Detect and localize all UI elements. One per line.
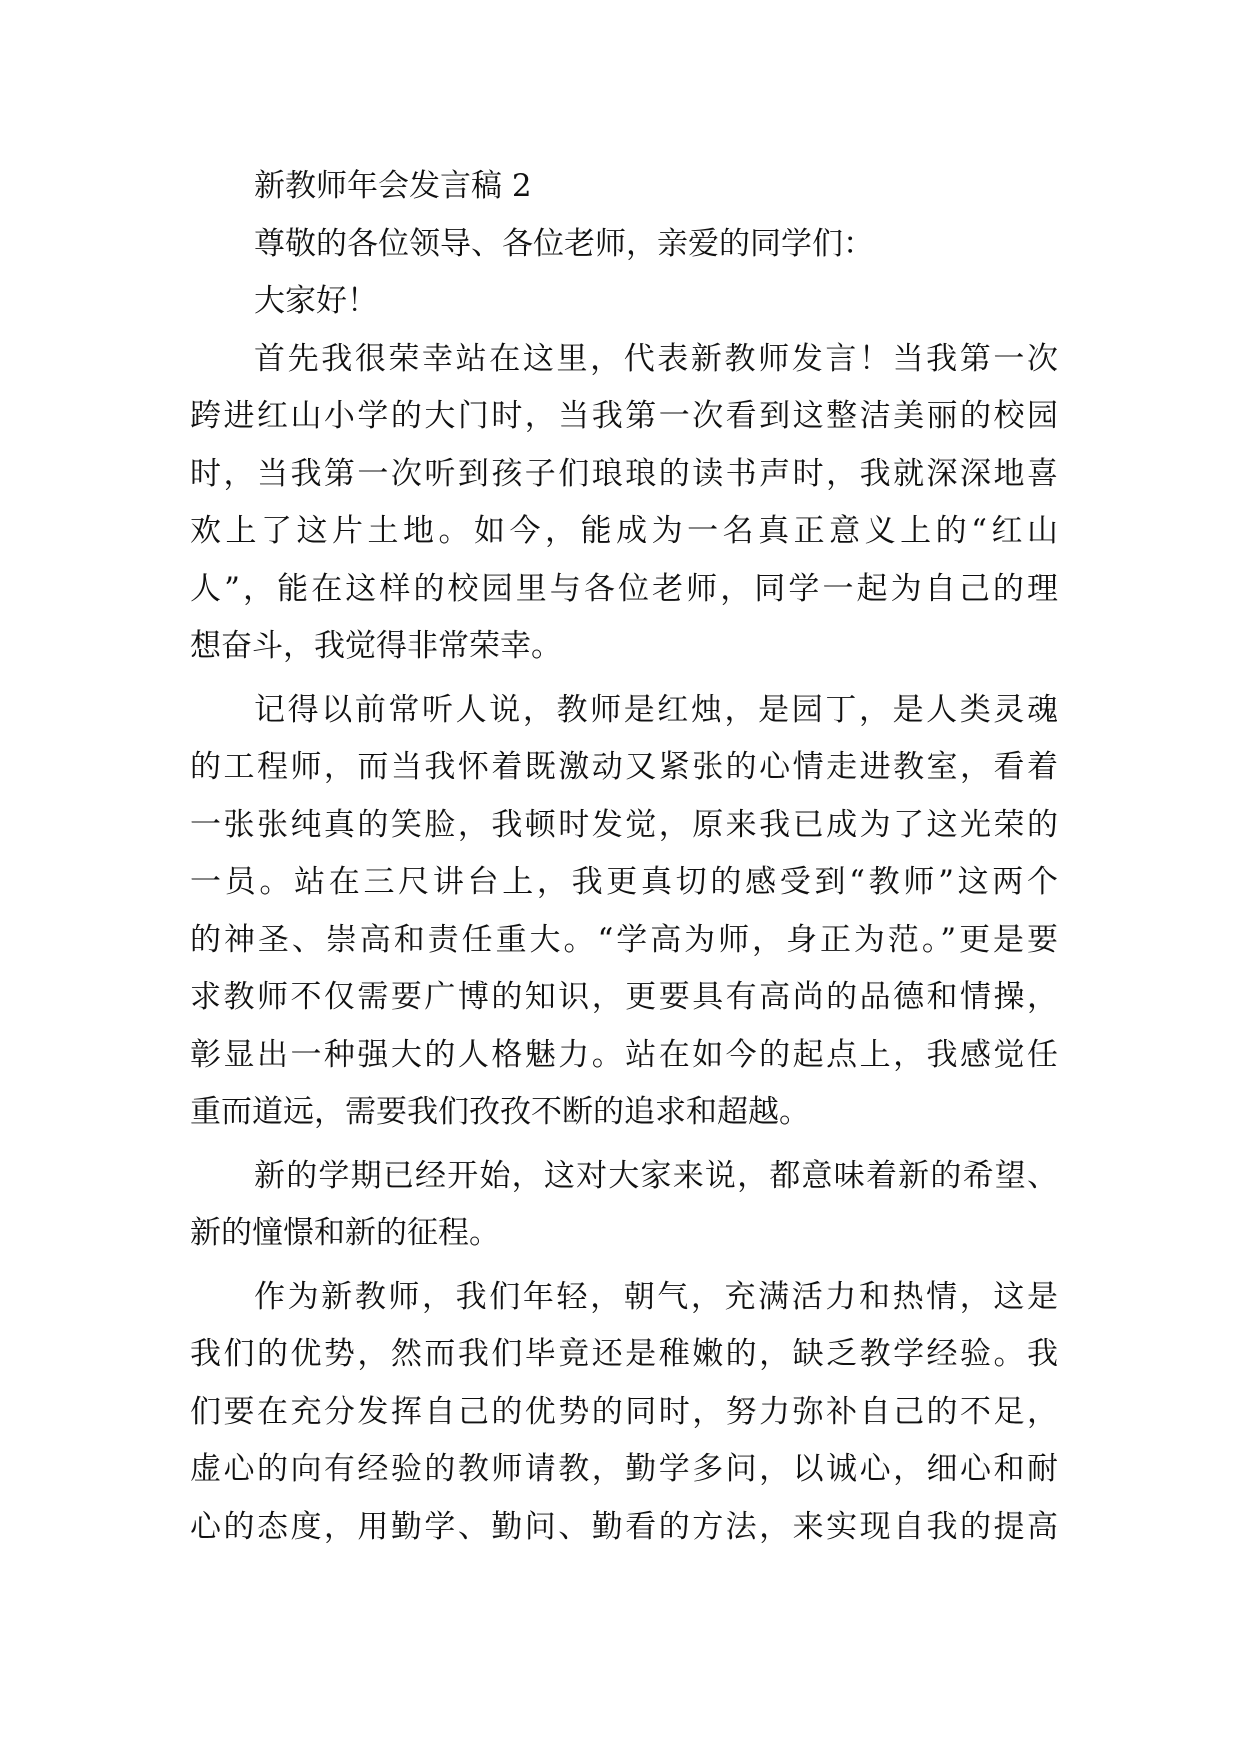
- paragraph-line: 跨进红山小学的大门时，当我第一次看到这整洁美丽的校园: [190, 398, 1058, 434]
- paragraph-line: 新的憧憬和新的征程。: [190, 1215, 500, 1251]
- paragraph-line: 心的态度，用勤学、勤问、勤看的方法，来实现自我的提高: [190, 1508, 1058, 1545]
- paragraph-line: 一张张纯真的笑脸，我顿时发觉，原来我已成为了这光荣的: [190, 806, 1058, 843]
- paragraph-line: 一员。站在三尺讲台上，我更真切的感受到“教师”这两个: [190, 864, 1058, 900]
- paragraph-line: 人”，能在这样的校园里与各位老师，同学一起为自己的理: [190, 570, 1058, 607]
- paragraph-line: 的神圣、崇高和责任重大。“学高为师，身正为范。”更是要: [190, 921, 1058, 958]
- document-body: [190, 158, 1058, 1556]
- paragraph-line: 的工程师，而当我怀着既激动又紧张的心情走进教室，看着: [190, 749, 1058, 785]
- paragraph-3: [190, 1148, 1058, 1263]
- paragraph-line: 彰显出一种强大的人格魅力。站在如今的起点上，我感觉任: [190, 1036, 1058, 1073]
- hello-line: 大家好！: [254, 283, 378, 319]
- paragraph-2: [190, 682, 1058, 1142]
- paragraph-line: 记得以前常听人说，教师是红烛，是园丁，是人类灵魂: [254, 691, 1058, 728]
- document-title: 新教师年会发言稿 2: [254, 168, 532, 204]
- paragraph-line: 重而道远，需要我们孜孜不断的追求和超越。: [190, 1094, 810, 1130]
- greeting-line: 尊敬的各位领导、各位老师，亲爱的同学们：: [254, 225, 874, 262]
- paragraph-line: 新的学期已经开始，这对大家来说，都意味着新的希望、: [254, 1157, 1058, 1194]
- paragraph-line: 作为新教师，我们年轻，朝气，充满活力和热情，这是: [254, 1278, 1058, 1315]
- paragraph-line: 想奋斗，我觉得非常荣幸。: [190, 628, 562, 664]
- paragraph-4: [190, 1269, 1058, 1557]
- paragraph-line: 虚心的向有经验的教师请教，勤学多问，以诚心，细心和耐: [190, 1451, 1058, 1487]
- paragraph-line: 欢上了这片土地。如今，能成为一名真正意义上的“红山: [190, 513, 1058, 549]
- paragraph-line: 我们的优势，然而我们毕竟还是稚嫩的，缺乏教学经验。我: [190, 1336, 1058, 1372]
- paragraph-line: 们要在充分发挥自己的优势的同时，努力弥补自己的不足，: [190, 1393, 1058, 1430]
- paragraph-line: 首先我很荣幸站在这里，代表新教师发言！当我第一次: [254, 340, 1058, 377]
- paragraph-line: 时，当我第一次听到孩子们琅琅的读书声时，我就深深地喜: [190, 455, 1058, 492]
- paragraph-line: 求教师不仅需要广博的知识，更要具有高尚的品德和情操，: [190, 979, 1058, 1015]
- paragraph-1: [190, 331, 1058, 676]
